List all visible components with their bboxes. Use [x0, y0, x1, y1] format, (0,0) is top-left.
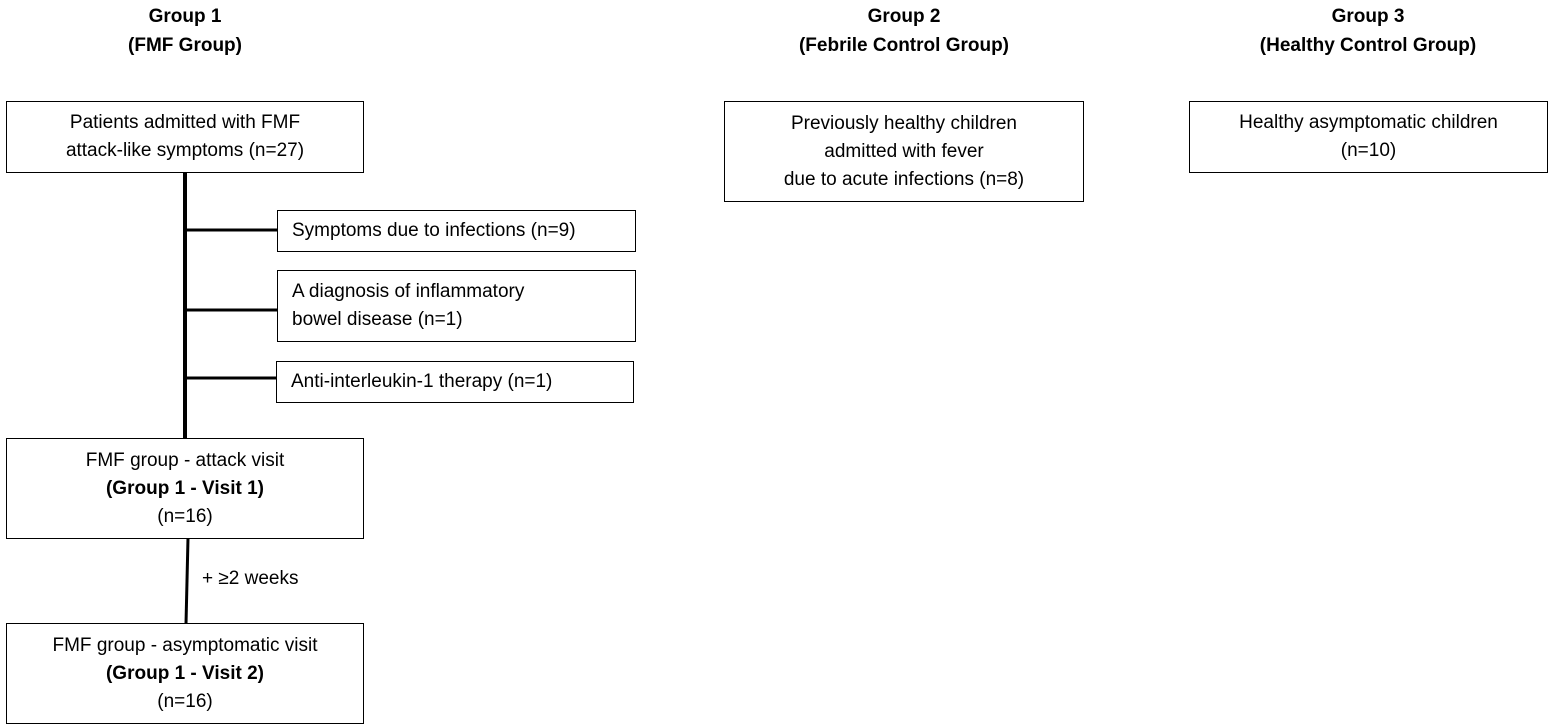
- healthy-control-box: [1189, 101, 1548, 173]
- febrile-line3: due to acute infections (n=8): [783, 168, 1025, 190]
- exclusion-infections-text: Symptoms due to infections (n=9): [292, 220, 576, 241]
- healthy-line2: (n=10): [1340, 140, 1397, 161]
- group1-header: [85, 2, 285, 60]
- visit2-count: (n=16): [157, 690, 213, 712]
- exclusion-infections-box: [277, 210, 636, 252]
- visit2-label: (Group 1 - Visit 2): [105, 662, 264, 684]
- group3-subtitle: (Healthy Control Group): [1259, 35, 1477, 56]
- group2-subtitle: (Febrile Control Group): [798, 35, 1010, 56]
- exclusion-ibd-line1: A diagnosis of inflammatory: [292, 281, 525, 302]
- visit1-count: (n=16): [157, 505, 213, 527]
- febrile-line2: admitted with fever: [824, 140, 984, 162]
- exclusion-ibd-line2: bowel disease (n=1): [292, 309, 463, 330]
- visit-connector: [186, 538, 188, 624]
- visit1-line1: FMF group - attack visit: [85, 449, 285, 471]
- visit1-box: [6, 438, 364, 539]
- group1-subtitle: (FMF Group): [128, 35, 242, 56]
- group2-header: [754, 2, 1054, 60]
- febrile-line1: Previously healthy children: [790, 112, 1017, 134]
- admitted-patients-box: [6, 101, 364, 173]
- group3-header: [1218, 2, 1518, 60]
- group1-title: Group 1: [148, 6, 222, 27]
- visit1-label: (Group 1 - Visit 1): [105, 477, 264, 499]
- group2-title: Group 2: [867, 6, 941, 27]
- healthy-line1: Healthy asymptomatic children: [1239, 112, 1498, 133]
- febrile-control-box: [724, 101, 1084, 202]
- admitted-line2: attack-like symptoms (n=27): [65, 140, 305, 161]
- interval-label: + ≥2 weeks: [202, 568, 299, 589]
- visit2-line1: FMF group - asymptomatic visit: [52, 634, 318, 656]
- visit2-box: [6, 623, 364, 724]
- exclusion-anti-il1-box: [276, 361, 634, 403]
- admitted-line1: Patients admitted with FMF: [69, 112, 301, 133]
- group3-title: Group 3: [1331, 6, 1405, 27]
- exclusion-ibd-box: [277, 270, 636, 342]
- exclusion-anti-il1-text: Anti-interleukin-1 therapy (n=1): [291, 371, 553, 392]
